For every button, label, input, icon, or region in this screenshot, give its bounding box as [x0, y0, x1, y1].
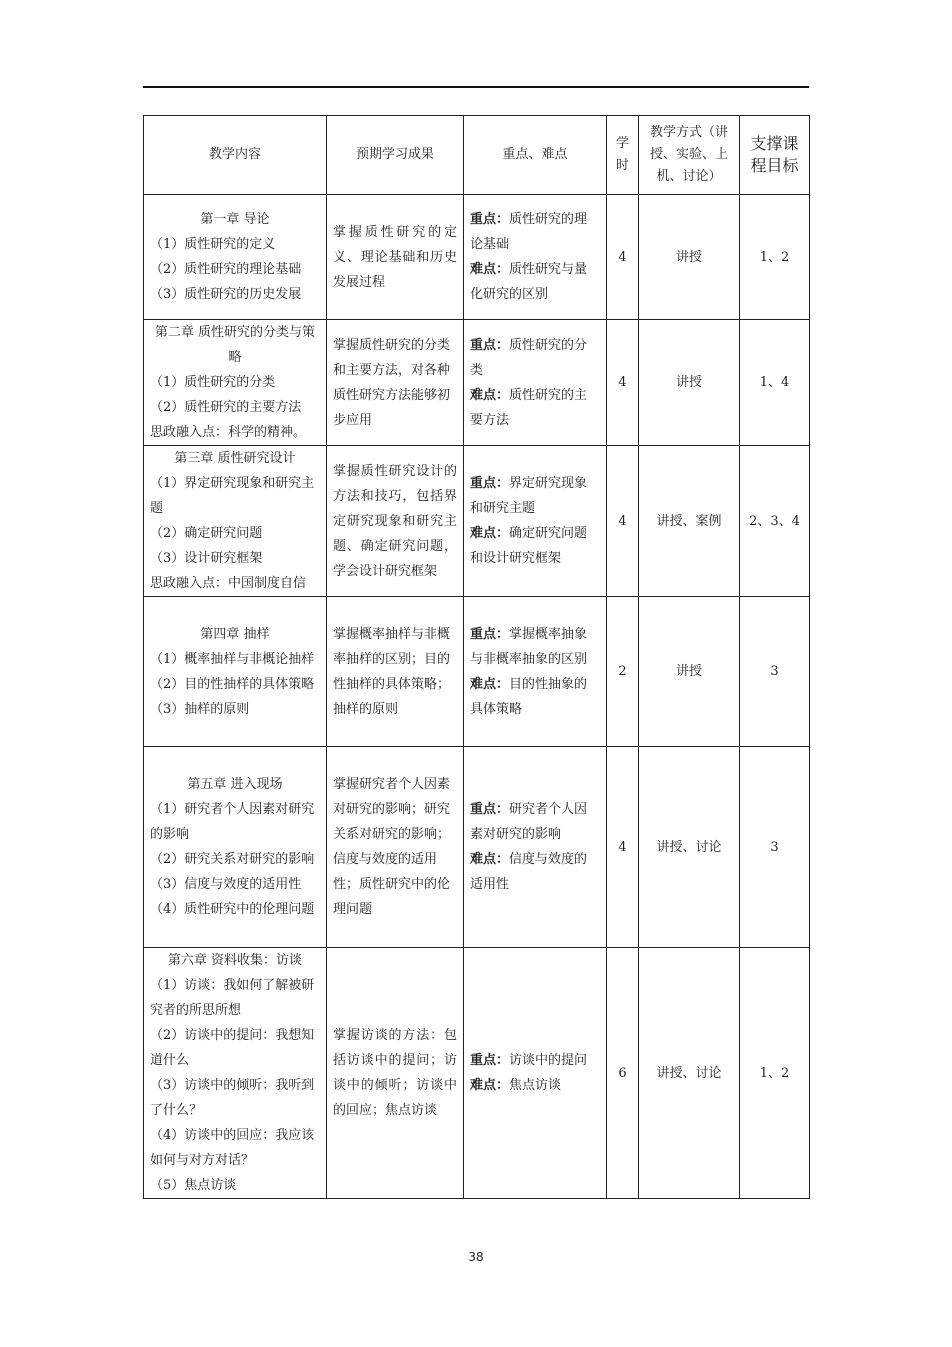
table-row — [144, 195, 810, 320]
keypoints-cell — [464, 320, 607, 446]
ideology-note: 思政融入点：科学的精神。 — [150, 425, 307, 440]
hard-point: 确定研究问题和设计研究框架 — [470, 526, 588, 566]
hours-cell: 4 — [607, 747, 639, 948]
content-cell — [144, 597, 327, 747]
hours-cell: 4 — [607, 446, 639, 597]
content-item: （4）质性研究中的伦理问题 — [150, 902, 315, 917]
method-cell: 讲授 — [639, 597, 740, 747]
goals-cell: 1、4 — [740, 320, 810, 446]
header-goals: 支撑课程目标 — [740, 116, 810, 195]
content-item: （1）质性研究的分类 — [150, 375, 276, 390]
header-hours: 学时 — [607, 116, 639, 195]
outcome-cell: 掌握研究者个人因素对研究的影响；研究关系对研究的影响；信度与效度的适用性；质性研究中的伦理问题 — [327, 747, 464, 948]
key-point: 质性研究的理论基础 — [470, 212, 588, 252]
content-item: （5）焦点访谈 — [150, 1178, 237, 1193]
header-outcome: 预期学习成果 — [327, 116, 464, 195]
hard-label: 难点： — [470, 852, 510, 867]
key-point: 质性研究的分类 — [470, 337, 588, 378]
keypoints-cell — [464, 948, 607, 1199]
outcome-cell: 掌握概率抽样与非概率抽样的区别；目的性抽样的具体策略；抽样的原则 — [327, 597, 464, 747]
content-cell — [144, 446, 327, 597]
hard-label: 难点： — [470, 1078, 510, 1093]
table-header-row — [144, 116, 810, 195]
hard-point: 质性研究的主要方法 — [470, 387, 588, 428]
page-number: 38 — [468, 1250, 484, 1264]
chapter-title: 第五章 进入现场 — [187, 777, 283, 792]
chapter-title: 第三章 质性研究设计 — [174, 451, 296, 466]
content-item: （1）研究者个人因素对研究的影响 — [150, 802, 315, 842]
outcome-cell: 掌握质性研究的分类和主要方法，对各种质性研究方法能够初步应用 — [327, 320, 464, 446]
ideology-note: 思政融入点：中国制度自信 — [150, 576, 307, 591]
table-row — [144, 320, 810, 446]
hard-label: 难点： — [470, 676, 510, 692]
content-item: （1）界定研究现象和研究主题 — [150, 476, 315, 516]
hours-cell: 4 — [607, 320, 639, 446]
chapter-title: 第一章 导论 — [200, 212, 270, 227]
outcome-cell: 掌握质性研究设计的方法和技巧，包括界定研究现象和研究主题、确定研究问题，学会设计研究框架 — [327, 446, 464, 597]
content-item: （3）质性研究的历史发展 — [150, 287, 302, 302]
key-label: 重点： — [470, 212, 510, 227]
content-item: （2）目的性抽样的具体策略 — [150, 676, 315, 692]
hours-cell: 4 — [607, 195, 639, 320]
header-method: 教学方式（讲授、实验、上机、讨论） — [639, 116, 740, 195]
content-item: （2）访谈中的提问：我想知道什么 — [150, 1028, 315, 1068]
content-item: （1）质性研究的定义 — [150, 237, 276, 252]
table-row — [144, 597, 810, 747]
syllabus-table — [143, 115, 810, 1199]
table-row — [144, 747, 810, 948]
keypoints-cell — [464, 747, 607, 948]
goals-cell: 1、2 — [740, 195, 810, 320]
chapter-title: 第二章 质性研究的分类与策略 — [154, 325, 316, 365]
goals-cell: 3 — [740, 597, 810, 747]
content-item: （3）信度与效度的适用性 — [150, 877, 302, 892]
key-point: 访谈中的提问 — [509, 1053, 588, 1068]
hours-cell: 6 — [607, 948, 639, 1199]
chapter-title: 第六章 资料收集：访谈 — [167, 953, 303, 968]
content-item: （2）研究关系对研究的影响 — [150, 852, 315, 867]
method-cell: 讲授、讨论 — [639, 747, 740, 948]
key-point: 研究者个人因素对研究的影响 — [470, 802, 588, 842]
chapter-title: 第四章 抽样 — [200, 626, 270, 642]
hard-label: 难点： — [470, 387, 510, 403]
header-rule — [143, 86, 809, 88]
hours-cell: 2 — [607, 597, 639, 747]
goals-cell: 3 — [740, 747, 810, 948]
content-cell — [144, 320, 327, 446]
keypoints-cell — [464, 446, 607, 597]
header-keypoints: 重点、难点 — [464, 116, 607, 195]
hard-point: 焦点访谈 — [509, 1078, 562, 1093]
key-label: 重点： — [470, 337, 510, 353]
content-cell — [144, 195, 327, 320]
hard-label: 难点： — [470, 526, 510, 541]
goals-cell: 2、3、4 — [740, 446, 810, 597]
outcome-cell: 掌握质性研究的定义、理论基础和历史发展过程 — [327, 195, 464, 320]
content-item: （3）抽样的原则 — [150, 701, 250, 717]
content-item: （2）质性研究的理论基础 — [150, 262, 302, 277]
method-cell: 讲授、讨论 — [639, 948, 740, 1199]
method-cell: 讲授 — [639, 320, 740, 446]
outcome-cell: 掌握访谈的方法：包括访谈中的提问；访谈中的倾听；访谈中的回应；焦点访谈 — [327, 948, 464, 1199]
keypoints-cell — [464, 195, 607, 320]
content-item: （2）质性研究的主要方法 — [150, 400, 302, 415]
key-label: 重点： — [470, 802, 510, 817]
content-cell — [144, 948, 327, 1199]
hard-point: 目的性抽象的具体策略 — [470, 676, 588, 717]
method-cell: 讲授 — [639, 195, 740, 320]
hard-point: 质性研究与量化研究的区别 — [470, 262, 588, 302]
goals-cell: 1、2 — [740, 948, 810, 1199]
key-label: 重点： — [470, 626, 510, 642]
key-point: 掌握概率抽象与非概率抽象的区别 — [470, 626, 588, 667]
content-item: （1）访谈：我如何了解被研究者的所思所想 — [150, 978, 315, 1018]
content-item: （3）设计研究框架 — [150, 551, 263, 566]
content-item: （3）访谈中的倾听：我听到了什么？ — [150, 1078, 315, 1118]
table-row — [144, 948, 810, 1199]
content-cell — [144, 747, 327, 948]
key-point: 界定研究现象和研究主题 — [470, 476, 588, 516]
method-cell: 讲授、案例 — [639, 446, 740, 597]
table-row — [144, 446, 810, 597]
key-label: 重点： — [470, 1053, 510, 1068]
header-content: 教学内容 — [144, 116, 327, 195]
content-item: （2）确定研究问题 — [150, 526, 263, 541]
hard-point: 信度与效度的适用性 — [470, 852, 588, 892]
content-item: （1）概率抽样与非概论抽样 — [150, 651, 315, 667]
key-label: 重点： — [470, 476, 510, 491]
hard-label: 难点： — [470, 262, 510, 277]
content-item: （4）访谈中的回应：我应该如何与对方对话？ — [150, 1128, 315, 1168]
keypoints-cell — [464, 597, 607, 747]
